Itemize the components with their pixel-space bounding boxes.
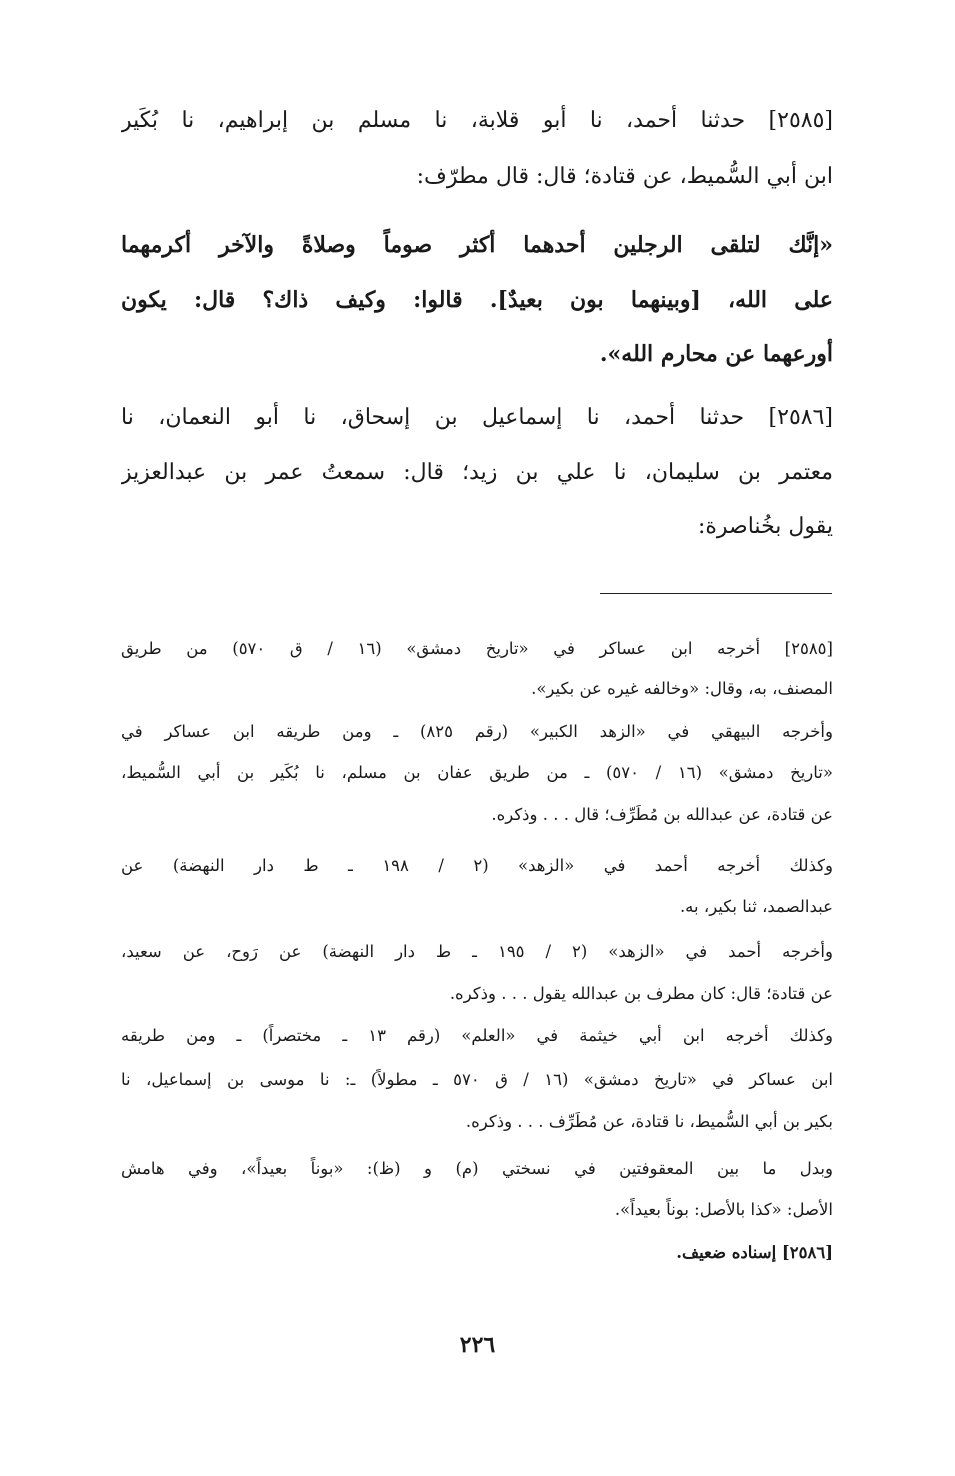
- hadith-2585-line-1: [٢٥٨٥] حدثنا أحمد، نا أبو قلابة، نا مسلم بن إبراهيم، نا بُكَير: [121, 108, 833, 133]
- footnote-divider: [600, 593, 832, 594]
- footnote-line: وكذلك أخرجه ابن أبي خيثمة في «العلم» (رقم ١٣ ـ مختصراً) ـ ومن طريقه: [121, 1026, 833, 1045]
- page-number: ٢٢٦: [459, 1332, 496, 1358]
- footnote-line: الأصل: «كذا بالأصل: بوناً بعيداً».: [614, 1200, 833, 1219]
- hadith-2586-line-3: يقول بخُناصرة:: [697, 514, 833, 539]
- footnote-line: عبدالصمد، ثنا بكير، به.: [679, 897, 833, 916]
- quote-line-2: على الله، [وبينهما بون بعيدٌ]. قالوا: وكيف ذاك؟ قال: يكون: [121, 287, 833, 313]
- footnote-line: وأخرجه البيهقي في «الزهد الكبير» (رقم ٨٢٥) ـ ومن طريقه ابن عساكر في: [121, 722, 833, 741]
- footnote-line: ابن عساكر في «تاريخ دمشق» (١٦ / ق ٥٧٠ ـ مطولاً) ـ: نا موسى بن إسماعيل، نا: [121, 1070, 833, 1089]
- quote-line-3: أورعهما عن محارم الله».: [599, 341, 833, 367]
- hadith-2585-line-2: ابن أبي السُّميط، عن قتادة؛ قال: قال مطرّف:: [416, 164, 833, 189]
- quote-line-1: «إنَّك لتلقى الرجلين أحدهما أكثر صوماً وصلاةً والآخر أكرمهما: [121, 232, 833, 258]
- footnote-line: وأخرجه أحمد في «الزهد» (٢ / ١٩٥ ـ ط دار النهضة) عن رَوح، عن سعيد،: [121, 942, 833, 961]
- footnote-line: وكذلك أخرجه أحمد في «الزهد» (٢ / ١٩٨ ـ ط دار النهضة) عن: [121, 856, 833, 875]
- footnote-line: عن قتادة، عن عبدالله بن مُطَرِّف؛ قال . . . وذكره.: [491, 805, 833, 824]
- footnote-line: [٢٥٨٦] إسناده ضعيف.: [676, 1243, 833, 1262]
- hadith-2586-line-1: [٢٥٨٦] حدثنا أحمد، نا إسماعيل بن إسحاق، نا أبو النعمان، نا: [121, 405, 833, 430]
- footnote-line: المصنف، به، وقال: «وخالفه غيره عن بكير».: [531, 679, 833, 698]
- hadith-2586-line-2: معتمر بن سليمان، نا علي بن زيد؛ قال: سمعتُ عمر بن عبدالعزيز: [121, 460, 833, 485]
- footnote-line: «تاريخ دمشق» (١٦ / ٥٧٠) ـ من طريق عفان بن مسلم، نا بُكَير بن أبي السُّميط،: [121, 763, 833, 782]
- footnote-line: عن قتادة؛ قال: كان مطرف بن عبدالله يقول . . . وذكره.: [449, 984, 833, 1003]
- footnote-line: [٢٥٨٥] أخرجه ابن عساكر في «تاريخ دمشق» (١٦ / ق ٥٧٠) من طريق: [121, 639, 833, 658]
- footnote-line: وبدل ما بين المعقوفتين في نسختي (م) و (ظ): «بوناً بعيداً»، وفي هامش: [121, 1159, 833, 1178]
- footnote-line: بكير بن أبي السُّميط، نا قتادة، عن مُطَرِّف . . . وذكره.: [465, 1112, 833, 1131]
